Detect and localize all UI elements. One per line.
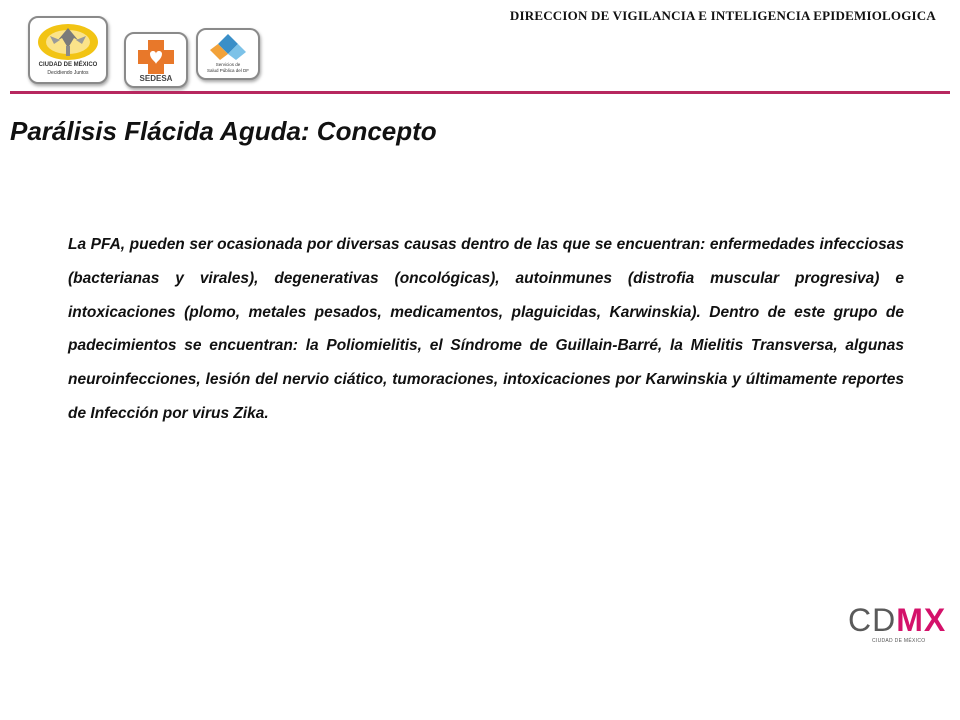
- servicios-line1: Servicios de: [215, 62, 241, 67]
- page-title: Parálisis Flácida Aguda: Concepto: [10, 116, 437, 146]
- cdmx-wordmark-mx: MX: [896, 602, 947, 638]
- sedesa-label: SEDESA: [139, 74, 173, 83]
- cdmx-logo-line1: CIUDAD DE MÉXICO: [38, 62, 98, 68]
- header-divider: [10, 91, 950, 94]
- header-organization: DIRECCION DE VIGILANCIA E INTELIGENCIA EPIDEMIOLOGICA: [509, 8, 936, 23]
- cdmx-government-logo: [28, 16, 108, 84]
- body-paragraph: La PFA, pueden ser ocasionada por diversas causas dentro de las que se encuentran: enfermedades infecciosas (bacterianas y virales), degenerativas (oncológicas), autoinmunes (distrofia muscular progresiva) e intoxicaciones (plomo, metales pesados, medicamentos, plaguicidas, Karwinskia). Dentro de este grupo de padecimientos se encuentran: la Poliomielitis, el Síndrome de Guillain-Barré, la Mielitis Transversa, algunas neuroinfecciones, lesión del nervio ciático, tumoraciones, intoxicaciones por Karwinskia y últimamente reportes de Infección por virus Zika.: [68, 236, 904, 422]
- sedesa-logo: [124, 32, 188, 88]
- cdmx-wordmark: [848, 604, 948, 636]
- cdmx-tagline: CIUDAD DE MÉXICO: [872, 638, 926, 644]
- cdmx-brand-logo: [848, 604, 948, 644]
- cdmx-logo-line2: Decidiendo Juntos: [47, 70, 89, 76]
- servicios-line2: Salud Pública del DF: [206, 68, 250, 73]
- servicios-salud-logo: [196, 28, 260, 80]
- cdmx-wordmark-cd: CD: [848, 602, 897, 638]
